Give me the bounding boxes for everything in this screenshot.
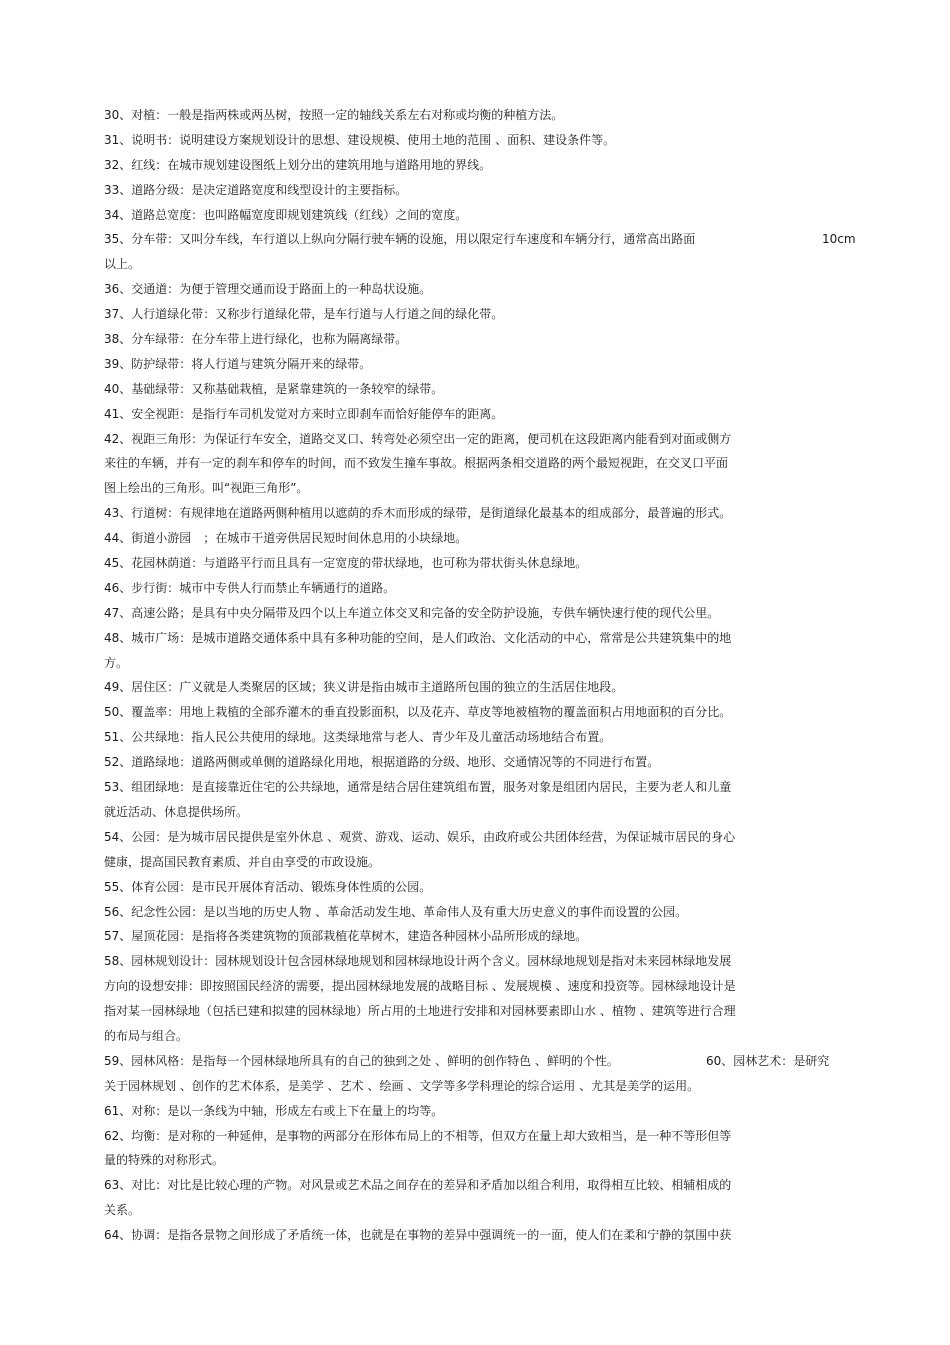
text-line-44: 44、街道小游园 ；在城市干道旁供居民短时间休息用的小块绿地。 (104, 531, 468, 546)
text-line-60-cont: 关于园林规划 、创作的艺术体系，是美学 、艺术 、绘画 、文学等多学科理论的综合运用 、尤其是美学的运用。 (104, 1078, 700, 1093)
text-line-53: 53、组团绿地：是直接靠近住宅的公共绿地，通常是结合居住建筑组布置，服务对象是组团内居民，主要为老人和儿童 (104, 780, 732, 795)
text-line-34: 34、道路总宽度：也叫路幅宽度即规划建筑线（红线）之间的宽度。 (104, 207, 468, 222)
text-line-42-cont-2: 图上绘出的三角形。叫“视距三角形”。 (104, 481, 309, 496)
text-line-35-unit: 10cm (822, 232, 856, 247)
text-line-58-cont-2: 指对某一园林绿地（包括已建和拟建的园林绿地）所占用的土地进行安排和对园林要素即山水 、植物 、建筑等进行合理 (104, 1004, 736, 1019)
text-line-61: 61、对称：是以一条线为中轴，形成左右或上下在量上的均等。 (104, 1103, 444, 1118)
text-line-62-cont: 量的特殊的对称形式。 (104, 1153, 225, 1168)
text-line-56: 56、纪念性公园：是以当地的历史人物 、革命活动发生地、革命伟人及有重大历史意义的事件而设置的公园。 (104, 904, 688, 919)
text-line-43: 43、行道树：有规律地在道路两侧种植用以遮荫的乔木而形成的绿带，是街道绿化最基本的组成部分，最普遍的形式。 (104, 506, 732, 521)
text-line-31: 31、说明书：说明建设方案规划设计的思想、建设规模、使用土地的范围 、面积、建设条件等。 (104, 132, 616, 147)
text-line-51: 51、公共绿地：指人民公共使用的绿地。这类绿地常与老人、青少年及儿童活动场地结合布置。 (104, 730, 612, 745)
text-line-47: 47、高速公路；是具有中央分隔带及四个以上车道立体交叉和完备的安全防护设施，专供车辆快速行使的现代公里。 (104, 605, 720, 620)
text-line-58-cont-3: 的布局与组合。 (104, 1028, 189, 1043)
text-line-54: 54、公园：是为城市居民提供是室外休息 、观赏、游戏、运动、娱乐，由政府或公共团体经营，为保证城市居民的身心 (104, 829, 736, 844)
document-body (104, 103, 864, 1248)
text-line-45: 45、花园林荫道：与道路平行而且具有一定宽度的带状绿地，也可称为带状街头休息绿地。 (104, 556, 588, 571)
text-line-32: 32、红线：在城市规划建设图纸上划分出的建筑用地与道路用地的界线。 (104, 157, 492, 172)
text-line-50: 50、覆盖率：用地上栽植的全部乔灌木的垂直投影面积，以及花卉、草皮等地被植物的覆盖面积占用地面积的百分比。 (104, 705, 732, 720)
text-line-58-cont-1: 方向的设想安排：即按照国民经济的需要，提出园林绿地发展的战略目标 、发展规模 、速度和投资等。园林绿地设计是 (104, 979, 736, 994)
text-line-35 (104, 227, 864, 252)
text-line-35-main: 35、分车带：又叫分车线，车行道以上纵向分隔行驶车辆的设施，用以限定行车速度和车辆分行，通常高出路面 (104, 232, 696, 247)
text-line-57: 57、屋顶花园：是指将各类建筑物的顶部栽植花草树木，建造各种园林小品所形成的绿地。 (104, 929, 588, 944)
text-line-59-main: 59、园林风格：是指每一个园林绿地所具有的自己的独到之处 、鲜明的创作特色 、鲜明的个性。 (104, 1053, 619, 1068)
text-line-60-start: 60、园林艺术：是研究 (706, 1053, 830, 1068)
text-line-62: 62、均衡：是对称的一种延伸，是事物的两部分在形体布局上的不相等，但双方在量上却大致相当，是一种不等形但等 (104, 1128, 732, 1143)
text-line-55: 55、体育公园：是市民开展体育活动、锻炼身体性质的公园。 (104, 879, 432, 894)
text-line-46: 46、步行街：城市中专供人行而禁止车辆通行的道路。 (104, 580, 396, 595)
text-line-30: 30、对植：一般是指两株或两丛树，按照一定的轴线关系左右对称或均衡的种植方法。 (104, 108, 564, 122)
text-line-39: 39、防护绿带：将人行道与建筑分隔开来的绿带。 (104, 356, 372, 371)
text-line-54-cont: 健康，提高国民教育素质、并自由享受的市政设施。 (104, 854, 381, 869)
text-line-58: 58、园林规划设计：园林规划设计包含园林绿地规划和园林绿地设计两个含义。园林绿地规划是指对未来园林绿地发展 (104, 954, 732, 969)
text-line-37: 37、人行道绿化带：又称步行道绿化带，是车行道与人行道之间的绿化带。 (104, 307, 504, 322)
text-line-38: 38、分车绿带：在分车带上进行绿化，也称为隔离绿带。 (104, 332, 408, 347)
text-line-41: 41、安全视距：是指行车司机发觉对方来时立即刹车而恰好能停车的距离。 (104, 406, 504, 421)
text-line-42-cont-1: 来往的车辆，并有一定的刹车和停车的时间，而不致发生撞车事故。根据两条相交道路的两个最短视距，在交叉口平面 (104, 456, 729, 471)
text-line-33: 33、道路分级：是决定道路宽度和线型设计的主要指标。 (104, 182, 408, 197)
text-line-48-cont: 方。 (104, 655, 129, 670)
text-line-52: 52、道路绿地：道路两侧或单侧的道路绿化用地，根据道路的分级、地形、交通情况等的不同进行布置。 (104, 755, 660, 770)
text-line-63: 63、对比：对比是比较心理的产物。对风景或艺术品之间存在的差异和矛盾加以组合利用，取得相互比较、相辅相成的 (104, 1178, 732, 1193)
text-line-40: 40、基础绿带：又称基础栽植，是紧靠建筑的一条较窄的绿带。 (104, 381, 444, 396)
text-line-63-cont: 关系。 (104, 1203, 141, 1218)
text-line-59 (104, 1049, 864, 1074)
text-line-36: 36、交通道：为便于管理交通而设于路面上的一种岛状设施。 (104, 282, 432, 297)
text-line-49: 49、居住区：广义就是人类聚居的区域；狭义讲是指由城市主道路所包围的独立的生活居住地段。 (104, 680, 624, 695)
text-line-64: 64、协调：是指各景物之间形成了矛盾统一体，也就是在事物的差异中强调统一的一面，使人们在柔和宁静的氛围中获 (104, 1228, 732, 1243)
text-line-42: 42、视距三角形：为保证行车安全，道路交叉口、转弯处必须空出一定的距离，便司机在这段距离内能看到对面或侧方 (104, 431, 732, 446)
text-line-35-cont: 以上。 (104, 257, 141, 272)
text-line-53-cont: 就近活动、休息提供场所。 (104, 804, 249, 819)
text-line-48: 48、城市广场：是城市道路交通体系中具有多种功能的空间，是人们政治、文化活动的中心，常常是公共建筑集中的地 (104, 630, 732, 645)
